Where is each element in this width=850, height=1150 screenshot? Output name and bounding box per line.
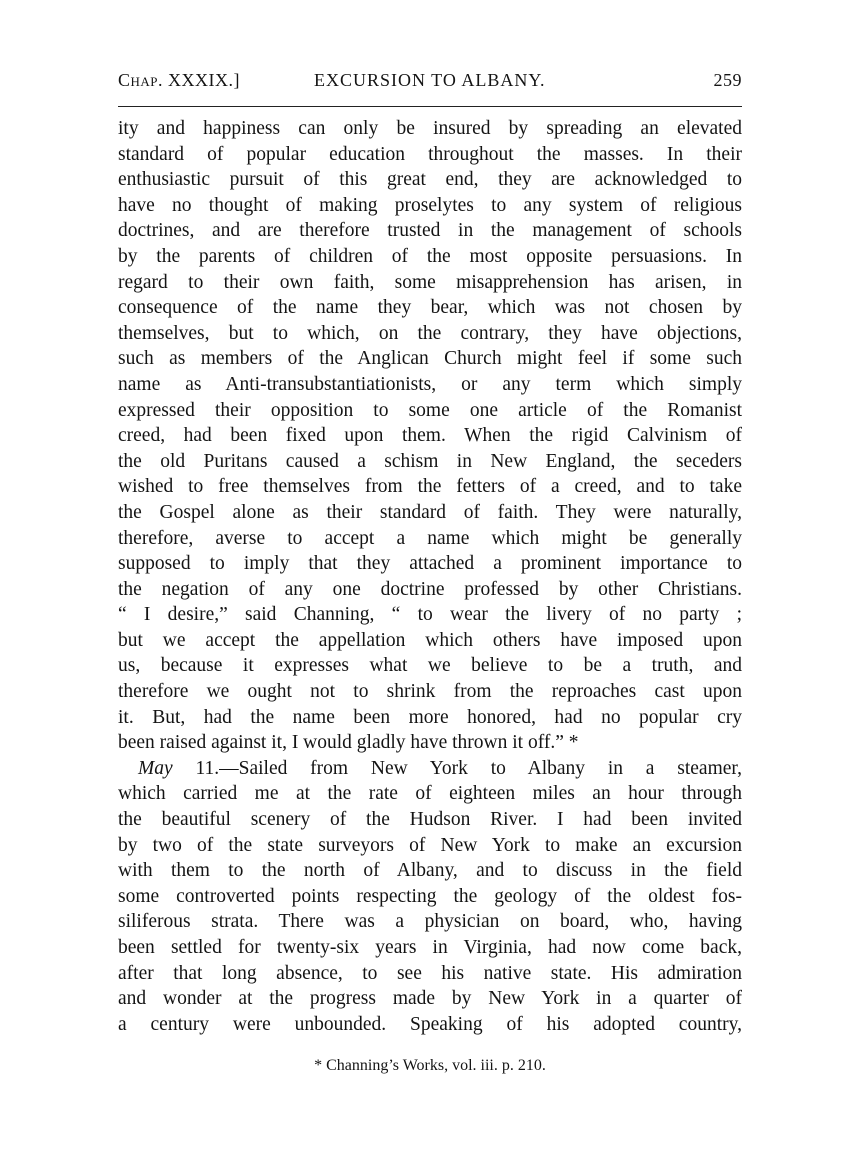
- text-line: consequence of the name they bear, which was not chosen by: [118, 297, 742, 319]
- text-line: themselves, but to which, on the contrary, they have objections,: [118, 322, 742, 344]
- text-line: [118, 756, 742, 782]
- text-line: regard to their own faith, some misapprehension has arisen, in: [118, 271, 742, 293]
- footnote: * Channing’s Works, vol. iii. p. 210.: [314, 1057, 546, 1074]
- text-line: with them to the north of Albany, and to discuss in the field: [118, 860, 742, 882]
- text-line: the old Puritans caused a schism in New England, the seceders: [118, 450, 742, 472]
- text-line: doctrines, and are therefore trusted in the management of schools: [118, 220, 742, 242]
- text-line: some controverted points respecting the geology of the oldest fos-: [118, 885, 742, 907]
- text-line: a century were unbounded. Speaking of his adopted country,: [118, 1013, 742, 1035]
- header-rule: [118, 106, 742, 107]
- paragraph-1: [118, 116, 742, 756]
- page-number: 259: [713, 70, 742, 90]
- text-line: by two of the state surveyors of New York to make an excursion: [118, 834, 742, 856]
- running-title: EXCURSION TO ALBANY.: [314, 70, 546, 90]
- text-line: siliferous strata. There was a physician on board, who, having: [118, 911, 742, 933]
- text-line: enthusiastic pursuit of this great end, they are acknowledged to: [118, 169, 742, 191]
- text-line: us, because it expresses what we believe to be a truth, and: [118, 655, 742, 677]
- text-line: expressed their opposition to some one article of the Romanist: [118, 399, 742, 421]
- text-line: have no thought of making proselytes to any system of religious: [118, 194, 742, 216]
- text-line: and wonder at the progress made by New York in a quarter of: [118, 988, 742, 1010]
- text-line: after that long absence, to see his native state. His admiration: [118, 962, 742, 984]
- running-header: [118, 70, 742, 96]
- text-line: but we accept the appellation which others have imposed upon: [118, 629, 742, 651]
- paragraph-2: [118, 756, 742, 1038]
- text-line: such as members of the Anglican Church might feel if some such: [118, 348, 742, 370]
- text-line: the beautiful scenery of the Hudson River. I had been invited: [118, 809, 742, 831]
- text-line: it. But, had the name been more honored, had no popular cry: [118, 706, 742, 728]
- page-body: [118, 116, 742, 1037]
- chapter-label: Chap. XXXIX.]: [118, 70, 240, 90]
- text-line: supposed to imply that they attached a prominent importance to: [118, 553, 742, 575]
- text-line: standard of popular education throughout the masses. In their: [118, 143, 742, 165]
- text-line: by the parents of children of the most opposite persuasions. In: [118, 245, 742, 267]
- text-line: the Gospel alone as their standard of faith. They were naturally,: [118, 501, 742, 523]
- text-line: creed, had been fixed upon them. When the rigid Calvinism of: [118, 425, 742, 447]
- text-line: therefore, averse to accept a name which might be generally: [118, 527, 742, 549]
- text-line: ity and happiness can only be insured by spreading an elevated: [118, 118, 742, 139]
- text-line: the negation of any one doctrine professed by other Christians.: [118, 578, 742, 600]
- text-line: therefore we ought not to shrink from the reproaches cast upon: [118, 681, 742, 703]
- date-label: May: [138, 757, 173, 779]
- text-line: been raised against it, I would gladly have thrown it off.” *: [118, 732, 579, 754]
- date-line-text: 11.—Sailed from New York to Albany in a steamer,: [172, 757, 742, 779]
- text-line: “ I desire,” said Channing, “ to wear the livery of no party ;: [118, 604, 742, 626]
- text-line: wished to free themselves from the fetters of a creed, and to take: [118, 476, 742, 498]
- text-line: which carried me at the rate of eighteen miles an hour through: [118, 783, 742, 805]
- text-line: been settled for twenty-six years in Virginia, had now come back,: [118, 937, 742, 958]
- text-line: name as Anti-transubstantiationists, or any term which simply: [118, 373, 742, 395]
